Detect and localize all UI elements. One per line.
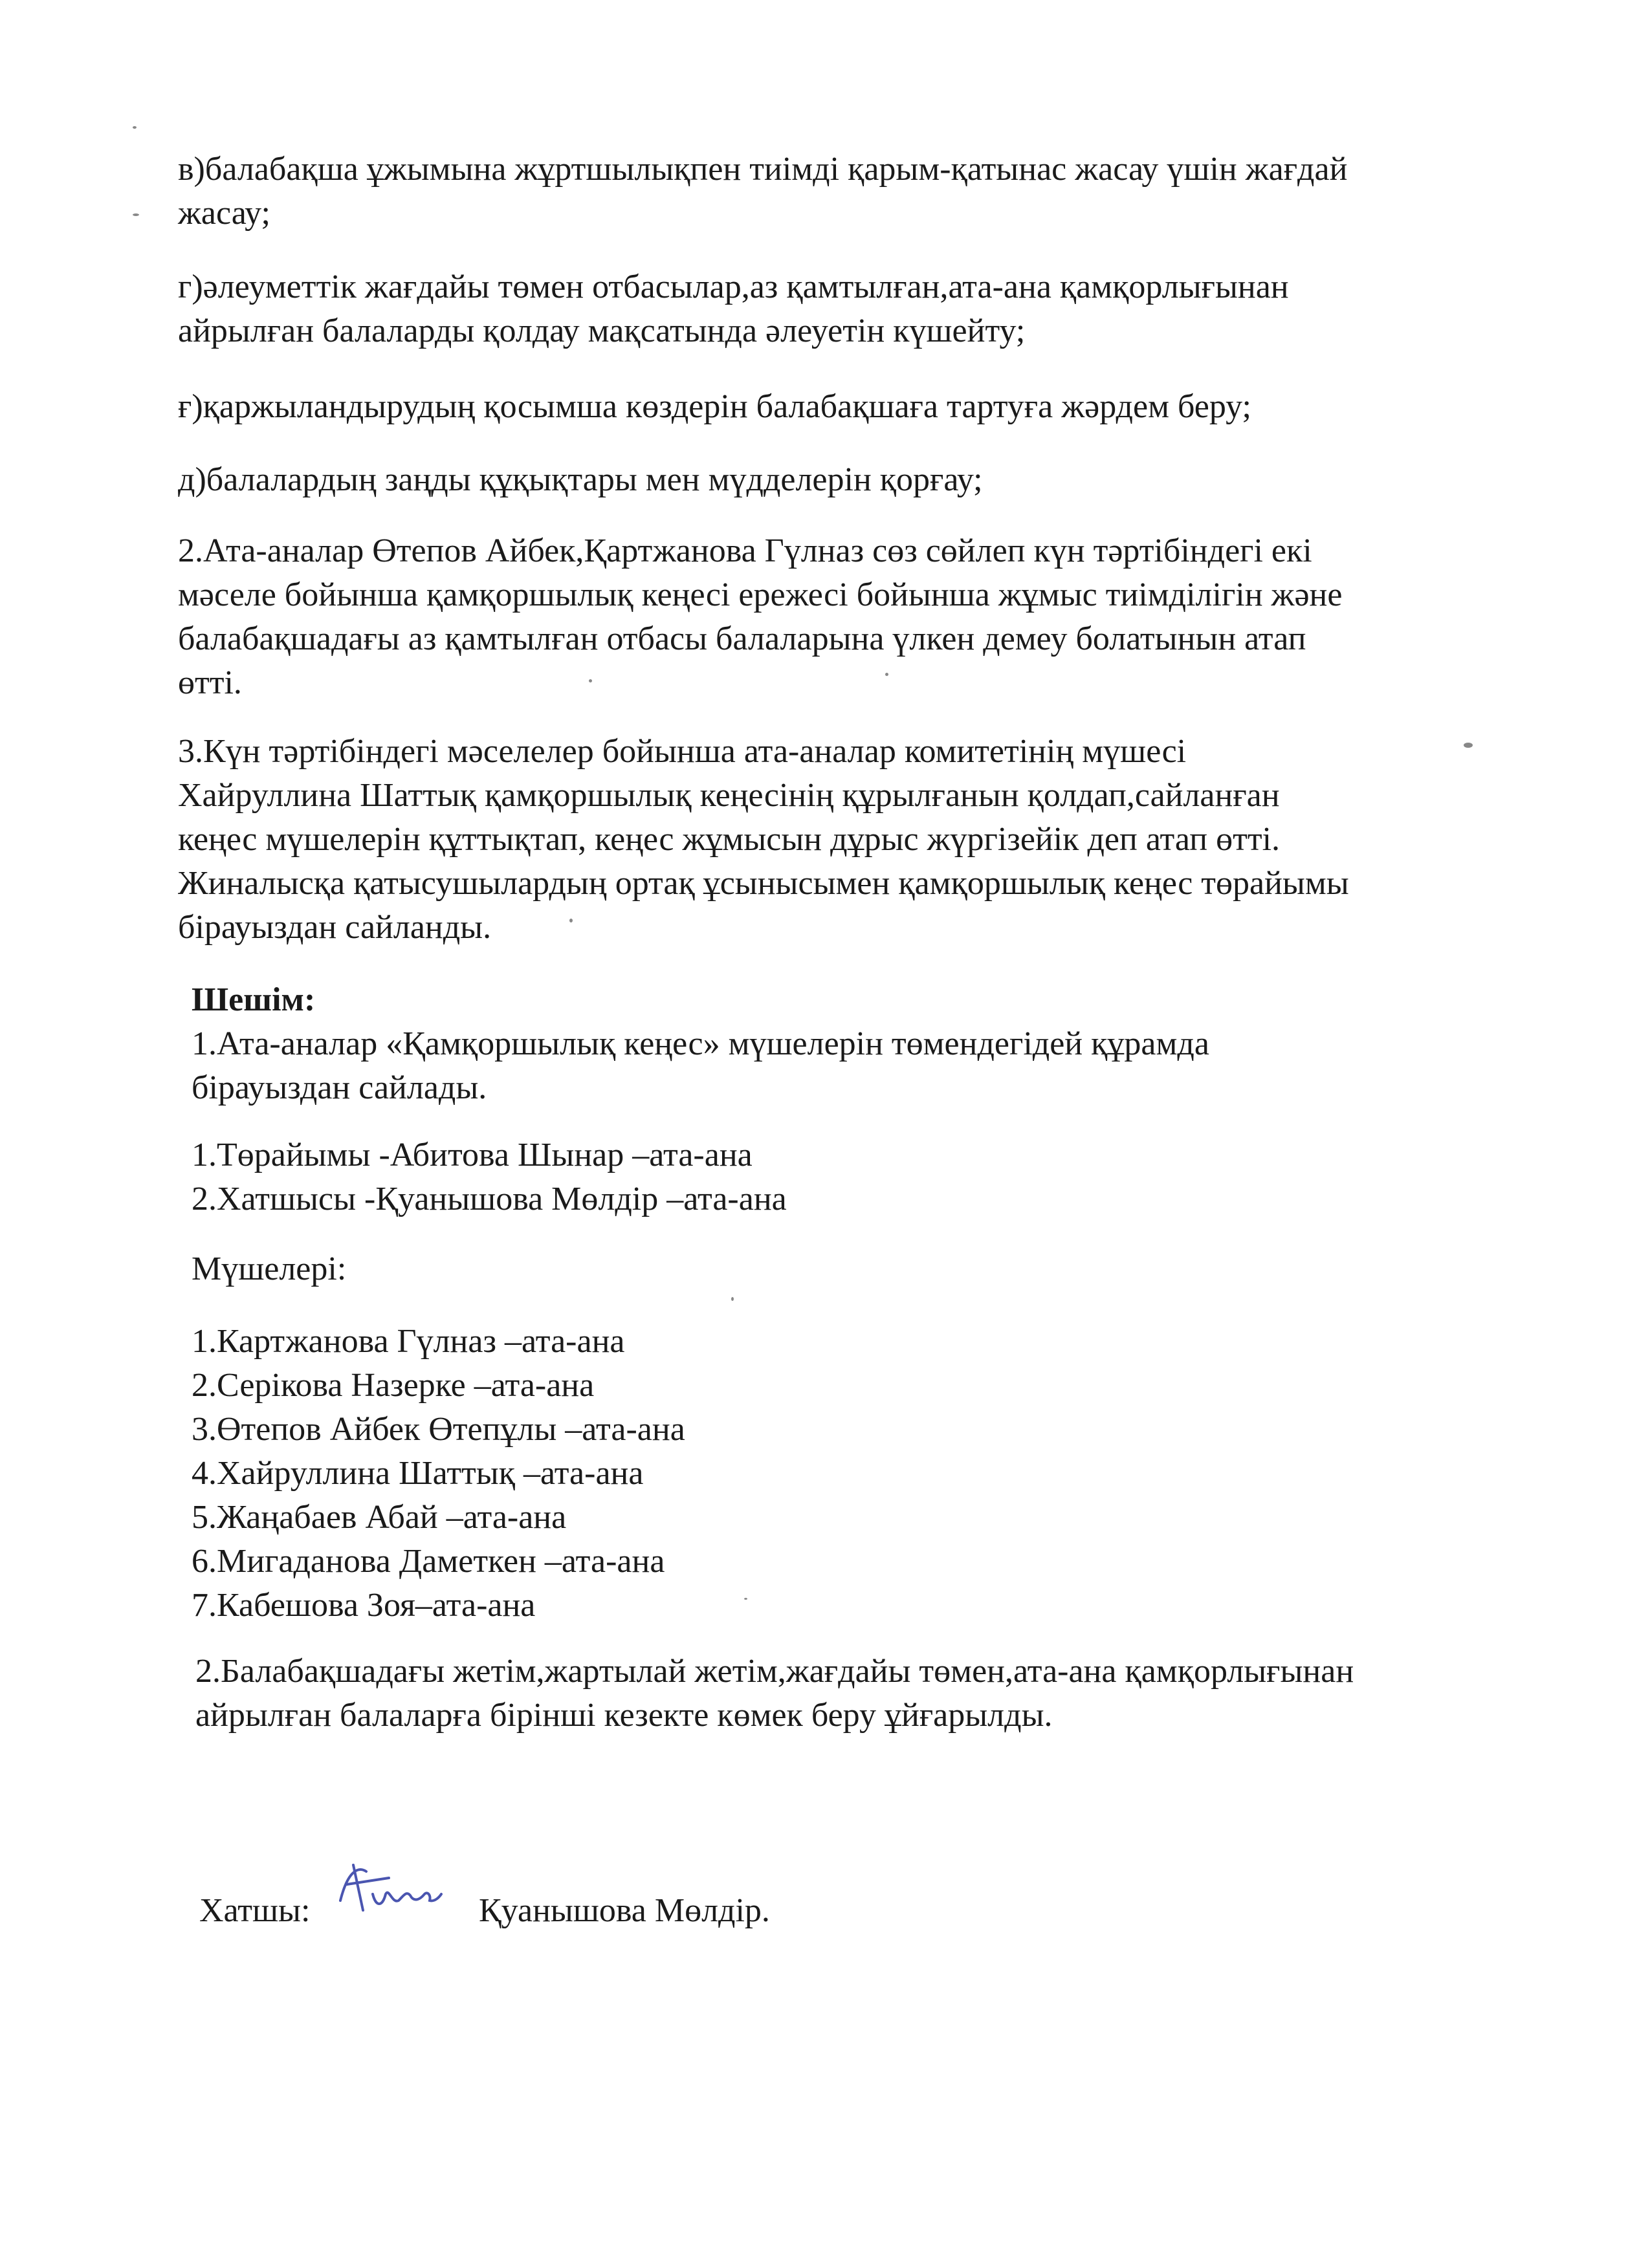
text-line: в)балабақша ұжымына жұртшылықпен тиімді қарым-қатынас жасау үшін жағдай [178,151,1348,188]
text-line: д)балалардың заңды құқықтары мен мүдделерін қорғау; [178,461,983,498]
members-list [192,1320,1550,1628]
scan-speck [1464,743,1473,748]
signature-name: Қуанышова Мөлдір. [479,1892,770,1929]
text-line: г)әлеуметтік жағдайы төмен отбасылар,аз қамтылған,ата-ана қамқорлығынан [178,268,1289,305]
list-item: 4.Хайруллина Шаттық –ата-ана [192,1455,644,1492]
text-line: Хайруллина Шаттық қамқоршылық кеңесінің құрылғанын қолдап,сайланған [178,777,1280,814]
scan-speck [133,126,137,129]
text-line: айрылған балаларға бірінші кезекте көмек беру ұйғарылды. [195,1697,1053,1734]
scan-speck [569,919,573,922]
list-item: 1.Төрайымы -Абитова Шынар –ата-ана [192,1137,753,1173]
decision-heading: Шешім: [192,981,316,1018]
scan-speck [133,213,139,216]
text-line: бірауыздан сайланды. [178,909,492,946]
text-line: ғ)қаржыландырудың қосымша көздерін балабақшаға тартуға жәрдем беру; [178,388,1251,425]
text-line: 3.Күн тәртібіндегі мәселелер бойынша ата-аналар комитетінің мүшесі [178,733,1187,770]
text-line: 2.Ата-аналар Өтепов Айбек,Қартжанова Гүлназ сөз сөйлеп күн тәртібіндегі екі [178,532,1312,569]
scan-speck [589,679,592,682]
text-line: 1.Ата-аналар «Қамқоршылық кеңес» мүшелерін төмендегідей құрамда [192,1025,1209,1062]
list-item: 6.Мигаданова Даметкен –ата-ана [192,1543,665,1580]
list-item: 1.Картжанова Гүлназ –ата-ана [192,1323,625,1360]
text-line: балабақшадағы аз қамтылған отбасы балаларына үлкен демеу болатынын атап [178,620,1306,657]
decision-point-2 [195,1650,1554,1738]
handwritten-signature [327,1855,444,1926]
scan-speck [731,1297,734,1301]
scan-speck [744,1598,747,1600]
signature-label: Хатшы: [199,1892,311,1929]
scan-speck [885,673,888,676]
text-line: Жиналысқа қатысушылардың ортақ ұсынысымен қамқоршылық кеңес төрайымы [178,865,1349,902]
text-line: мәселе бойынша қамқоршылық кеңесі ережесі бойынша жұмыс тиімділігін және [178,576,1343,613]
list-item: 7.Кабешова Зоя–ата-ана [192,1587,536,1624]
text-line: өтті. [178,664,242,701]
list-item: 2.Серікова Назерке –ата-ана [192,1367,595,1404]
paragraph-d [178,458,1537,502]
members-heading: Мүшелері: [192,1250,347,1287]
list-item: 5.Жаңабаев Абай –ата-ана [192,1499,567,1536]
decision-section [192,978,1550,1110]
text-line: 2.Балабақшадағы жетім,жартылай жетім,жағдайы төмен,ата-ана қамқорлығынан [195,1653,1354,1690]
paragraph-v [178,147,1537,235]
paragraph-3 [178,730,1537,950]
paragraph-gh [178,385,1537,429]
text-line: кеңес мүшелерін құттықтап, кеңес жұмысын дұрыс жүргізейік деп атап өтті. [178,821,1281,858]
list-item: 3.Өтепов Айбек Өтепұлы –ата-ана [192,1411,685,1448]
text-line: айрылған балаларды қолдау мақсатында әлеуетін күшейту; [178,312,1026,349]
members-label [192,1247,1550,1291]
officers-list [192,1133,1550,1221]
paragraph-g [178,265,1537,353]
list-item: 2.Хатшысы -Қуанышова Мөлдір –ата-ана [192,1181,787,1217]
text-line: бірауыздан сайлады. [192,1069,487,1106]
text-line: жасау; [178,195,270,232]
paragraph-2 [178,529,1537,705]
